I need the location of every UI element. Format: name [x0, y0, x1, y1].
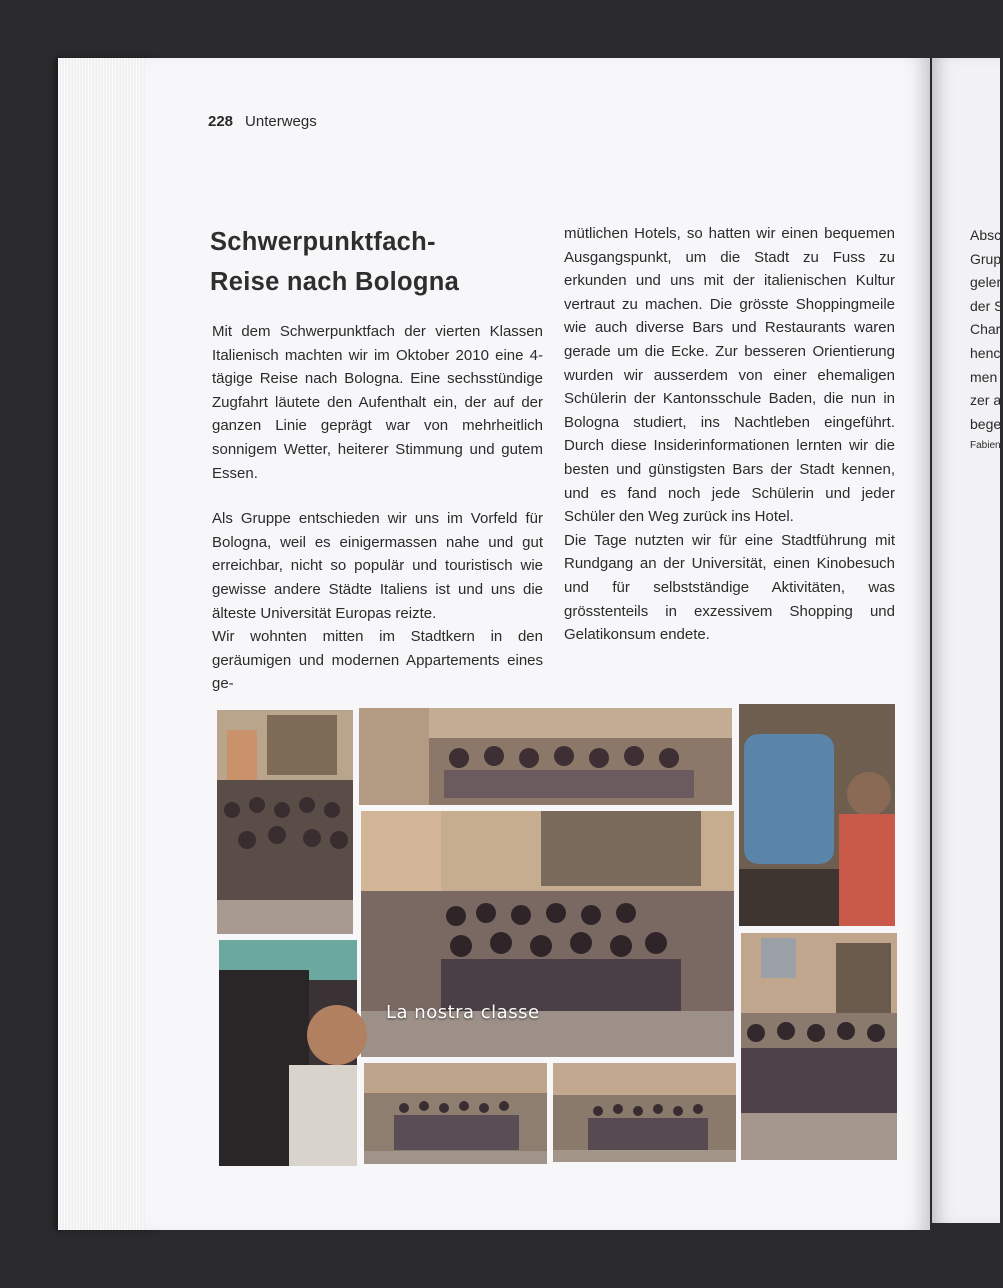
- paragraph: Als Gruppe entschieden wir uns im Vorfeld für Bologna, weil es einigermassen nahe und gut erreichbar, nicht so populär und touristisch wie gewisse andere Städte Italiens ist und uns die älteste Universität Europas reizte.: [212, 510, 543, 622]
- text-column-1: [212, 320, 543, 696]
- section-name: Unterwegs: [245, 113, 317, 130]
- paragraph: Die Tage nutzten wir für eine Stadtführung mit Rundgang an der Universität, einen Kinobesuch und für selbstständige Aktivitäten, was grösstenteils in exzessivem Shopping und Gelatikonsum endete.: [564, 531, 895, 644]
- paragraph: mütlichen Hotels, so hatten wir einen bequemen Ausgangspunkt, um die Stadt zu Fuss zu erkunden und uns mit der italienischen Kultur vertraut zu machen. Die grösste Shoppingmeile wie auch diverse Bars und Restaurants waren gerade um die Ecke. Zur besseren Orientierung wurden wir ausserdem von einer ehemaligen Schülerin der Kantonsschule Baden, die nun in Bologna studiert, ins Nachtleben eingeführt. Durch diese Insiderinformationen lernten wir die besten und günstigsten Bars der Stadt kennen, und es fand noch jede Schülerin und jeder Schüler den Weg zurück ins Hotel.: [564, 225, 895, 526]
- facing-line: henc: [970, 344, 1001, 361]
- photo-group-fountain-right: [741, 933, 897, 1160]
- title-line-1: Schwerpunktfach-: [210, 228, 436, 256]
- photo-group-small-right: [553, 1063, 736, 1162]
- facing-line: Absc: [970, 227, 1002, 243]
- photo-group-steps-top: [359, 708, 732, 805]
- facing-line: men: [970, 368, 998, 385]
- facing-line: Grup: [970, 250, 1002, 267]
- facing-line: geler: [970, 274, 1002, 291]
- facing-line: zer a: [970, 392, 1002, 409]
- photo-group-fountain-left: [217, 710, 353, 934]
- page-number: 228: [208, 113, 234, 130]
- text-column-2: [564, 222, 895, 647]
- facing-signature: Fabien: [970, 440, 1001, 452]
- facing-line: bege: [970, 415, 1002, 432]
- facing-line: Char: [970, 321, 1001, 338]
- facing-page-text: [970, 224, 1003, 456]
- article-title: [210, 222, 550, 302]
- photo-student-portrait: [219, 940, 357, 1166]
- title-line-2: Reise nach Bologna: [210, 268, 460, 296]
- paragraph: Mit dem Schwerpunktfach der vierten Klassen Italienisch machten wir im Oktober 2010 eine 4-tägige Reise nach Bologna. Eine sechsstündige Zugfahrt läutete den Aufenthalt ein, der auf der ganzen Linie geprägt war von mehrheitlich sonnigem Wetter, heiterer Stimmung und gutem Essen.: [212, 323, 543, 482]
- photo-caption: La nostra classe: [386, 1002, 540, 1023]
- photo-train-window: [739, 704, 895, 926]
- photo-group-small-left: [364, 1063, 547, 1164]
- paragraph: Wir wohnten mitten im Stadtkern in den geräumigen und modernen Appartements eines ge-: [212, 628, 543, 693]
- running-head: [208, 113, 317, 130]
- facing-line: der S: [970, 297, 1003, 314]
- book-page-edges: [58, 58, 158, 1230]
